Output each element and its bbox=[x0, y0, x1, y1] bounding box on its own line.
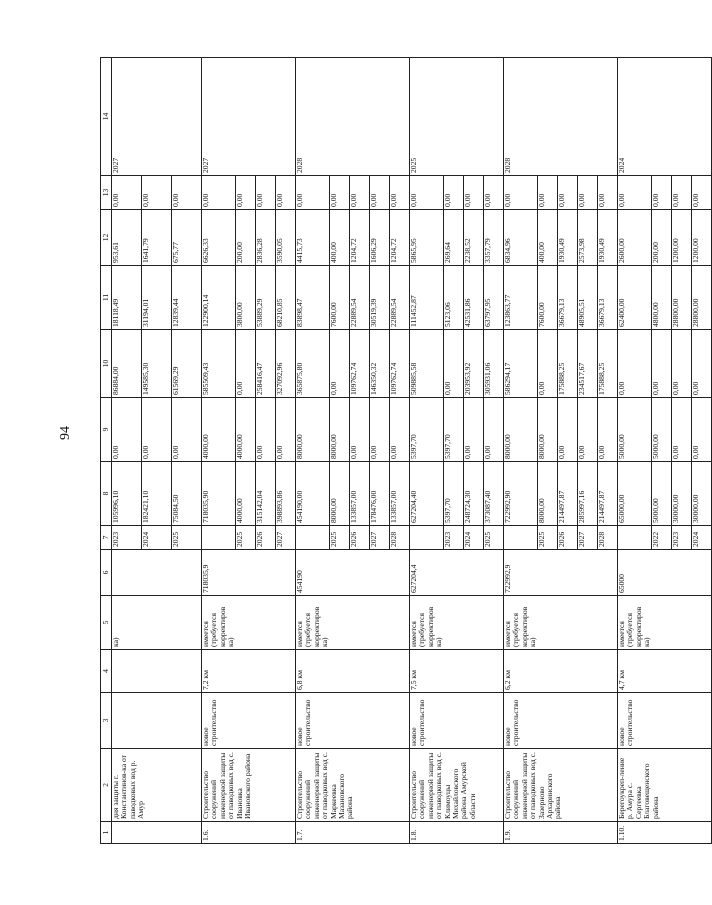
cell-year bbox=[410, 526, 444, 550]
cell-value: 1200,00 bbox=[692, 210, 712, 266]
cell-cost: 722992,9 bbox=[504, 550, 618, 596]
cell-value: 2836,28 bbox=[256, 210, 276, 266]
cell-final-year: 2028 bbox=[504, 58, 618, 176]
cell-docs: ка) bbox=[112, 596, 202, 650]
cell-value: 28800,00 bbox=[672, 266, 692, 330]
cell-value: 0,00 bbox=[276, 398, 296, 462]
cell-value: 0,00 bbox=[390, 398, 410, 462]
cell-value: 0,00 bbox=[464, 398, 484, 462]
cell-value: 4415,73 bbox=[296, 210, 330, 266]
cell-value: 61569,29 bbox=[172, 330, 202, 398]
cell-year: 2027 bbox=[370, 526, 390, 550]
cell-value: 0,00 bbox=[598, 398, 618, 462]
header-row bbox=[101, 58, 112, 844]
cell-value: 269,64 bbox=[444, 210, 464, 266]
cell-final-year: 2027 bbox=[112, 58, 202, 176]
cell-docs: имеется (требуется корректиров ка) bbox=[504, 596, 618, 650]
cell-value: 146350,32 bbox=[370, 330, 390, 398]
cell-value: 0,00 bbox=[112, 176, 142, 210]
cell-value: 0,00 bbox=[172, 176, 202, 210]
cell-name: Строительство сооружений инженерной защиты от паводковых вод с. Зазерново Архаринского района bbox=[504, 749, 618, 822]
header-cell: 14 bbox=[101, 58, 112, 176]
cell-value: 178476,00 bbox=[370, 462, 390, 526]
cell-value: 175888,25 bbox=[558, 330, 578, 398]
cell-value: 0,00 bbox=[538, 330, 558, 398]
table-row bbox=[296, 58, 330, 844]
cell-value: 0,00 bbox=[464, 176, 484, 210]
cell-value: 133857,00 bbox=[390, 462, 410, 526]
cell-num: 1.9. bbox=[504, 822, 618, 844]
cell-num: 1.7. bbox=[296, 822, 410, 844]
cell-value: 0,00 bbox=[256, 398, 276, 462]
header-cell: 11 bbox=[101, 266, 112, 330]
cell-value: 22889,54 bbox=[350, 266, 370, 330]
cell-value: 123863,77 bbox=[504, 266, 538, 330]
cell-value: 5000,00 bbox=[618, 398, 652, 462]
cell-value: 5000,00 bbox=[652, 462, 672, 526]
cell-value: 200,00 bbox=[236, 210, 256, 266]
header-cell: 10 bbox=[101, 330, 112, 398]
header-cell: 5 bbox=[101, 596, 112, 650]
cell-value: 585509,43 bbox=[202, 330, 236, 398]
cell-value: 0,00 bbox=[504, 176, 538, 210]
cell-value: 36679,13 bbox=[558, 266, 578, 330]
cell-value: 109762,74 bbox=[390, 330, 410, 398]
cell-final-year: 2025 bbox=[410, 58, 504, 176]
cell-value: 111452,87 bbox=[410, 266, 444, 330]
cell-year: 2025 bbox=[538, 526, 558, 550]
page-number: 94 bbox=[58, 426, 73, 440]
cell-cost: 718035,9 bbox=[202, 550, 296, 596]
cell-value: 0,00 bbox=[692, 330, 712, 398]
cell-value: 248724,30 bbox=[464, 462, 484, 526]
cell-value: 7600,00 bbox=[330, 266, 350, 330]
cell-value: 5397,70 bbox=[410, 398, 444, 462]
cell-value: 675,77 bbox=[172, 210, 202, 266]
cell-year: 2026 bbox=[350, 526, 370, 550]
cell-value: 0,00 bbox=[296, 176, 330, 210]
cell-value: 0,00 bbox=[672, 176, 692, 210]
cell-length: 7,2 км bbox=[202, 650, 296, 693]
cell-value: 3800,00 bbox=[236, 266, 256, 330]
cell-value: 305931,06 bbox=[484, 330, 504, 398]
cell-value: 1930,49 bbox=[558, 210, 578, 266]
cell-value: 400,00 bbox=[538, 210, 558, 266]
cell-num bbox=[112, 822, 202, 844]
cell-type: новое строительство bbox=[504, 693, 618, 749]
header-cell: 13 bbox=[101, 176, 112, 210]
cell-year bbox=[296, 526, 330, 550]
cell-value: 6834,96 bbox=[504, 210, 538, 266]
cell-value: 0,00 bbox=[444, 330, 464, 398]
cell-value: 65000,00 bbox=[618, 462, 652, 526]
cell-final-year: 2027 bbox=[202, 58, 296, 176]
cell-value: 4000,00 bbox=[202, 398, 236, 462]
cell-value: 1641,79 bbox=[142, 210, 172, 266]
table-row bbox=[618, 58, 652, 844]
table-row bbox=[112, 58, 142, 844]
cell-year: 2025 bbox=[172, 526, 202, 550]
cell-num: 1.6. bbox=[202, 822, 296, 844]
cell-value: 0,00 bbox=[370, 398, 390, 462]
header-cell: 6 bbox=[101, 550, 112, 596]
cell-value: 7600,00 bbox=[538, 266, 558, 330]
cell-final-year: 2028 bbox=[296, 58, 410, 176]
cell-value: 36679,13 bbox=[598, 266, 618, 330]
cell-value: 203953,92 bbox=[464, 330, 484, 398]
cell-value: 28800,00 bbox=[692, 266, 712, 330]
cell-year: 2022 bbox=[652, 526, 672, 550]
cell-year: 2027 bbox=[578, 526, 598, 550]
cell-value: 0,00 bbox=[236, 330, 256, 398]
header-cell: 8 bbox=[101, 462, 112, 526]
cell-value: 0,00 bbox=[558, 176, 578, 210]
cell-length: 6,2 км bbox=[504, 650, 618, 693]
cell-value: 8000,00 bbox=[296, 398, 330, 462]
cell-year: 2027 bbox=[276, 526, 296, 550]
cell-value: 586294,17 bbox=[504, 330, 538, 398]
cell-year: 2026 bbox=[558, 526, 578, 550]
cell-length: 6,8 км bbox=[296, 650, 410, 693]
cell-year: 2028 bbox=[598, 526, 618, 550]
header-cell: 7 bbox=[101, 526, 112, 550]
cell-value: 0,00 bbox=[444, 176, 464, 210]
cell-type: новое строительство bbox=[202, 693, 296, 749]
header-cell: 12 bbox=[101, 210, 112, 266]
cell-docs: имеется (требуется корректиров ка) bbox=[202, 596, 296, 650]
cell-value: 0,00 bbox=[538, 176, 558, 210]
cell-type: новое строительство bbox=[296, 693, 410, 749]
cell-length bbox=[112, 650, 202, 693]
cell-cost: 65000 bbox=[618, 550, 712, 596]
cell-year: 2025 bbox=[330, 526, 350, 550]
cell-docs: имеется (требуется корректиров ка) bbox=[296, 596, 410, 650]
cell-value: 6626,33 bbox=[202, 210, 236, 266]
cell-year: 2024 bbox=[692, 526, 712, 550]
header-cell: 3 bbox=[101, 693, 112, 749]
cell-value: 454190,00 bbox=[296, 462, 330, 526]
cell-value: 5000,00 bbox=[652, 398, 672, 462]
cell-value: 0,00 bbox=[276, 176, 296, 210]
cell-value: 214497,87 bbox=[558, 462, 578, 526]
cell-value: 0,00 bbox=[692, 176, 712, 210]
cell-value: 5397,70 bbox=[444, 398, 464, 462]
cell-name: Строительство сооружений инженерной защиты от паводковых вод с. Маркеевка Мазановского района bbox=[296, 749, 410, 822]
cell-final-year: 2024 bbox=[618, 58, 712, 176]
cell-year: 2028 bbox=[390, 526, 410, 550]
cell-value: 214497,87 bbox=[598, 462, 618, 526]
cell-cost bbox=[112, 550, 202, 596]
investment-table bbox=[100, 57, 712, 844]
table-row bbox=[504, 58, 538, 844]
cell-num: 1.10. bbox=[618, 822, 712, 844]
header-cell: 1 bbox=[101, 822, 112, 844]
cell-name: Строительство сооружений инженерной защиты от паводковых вод с. Ивановка Ивановского района bbox=[202, 749, 296, 822]
cell-value: 5123,06 bbox=[444, 266, 464, 330]
cell-docs: имеется (требуется корректиров ка) bbox=[410, 596, 504, 650]
cell-value: 30000,00 bbox=[672, 462, 692, 526]
cell-value: 0,00 bbox=[202, 176, 236, 210]
header-cell: 4 bbox=[101, 650, 112, 693]
cell-value: 22889,54 bbox=[390, 266, 410, 330]
cell-value: 0,00 bbox=[350, 176, 370, 210]
cell-value: 0,00 bbox=[652, 176, 672, 210]
cell-value: 285997,16 bbox=[578, 462, 598, 526]
cell-value: 8000,00 bbox=[504, 398, 538, 462]
cell-value: 182421,10 bbox=[142, 462, 172, 526]
cell-value: 0,00 bbox=[618, 176, 652, 210]
cell-value: 75084,50 bbox=[172, 462, 202, 526]
cell-value: 953,61 bbox=[112, 210, 142, 266]
cell-value: 149585,30 bbox=[142, 330, 172, 398]
cell-value: 0,00 bbox=[172, 398, 202, 462]
cell-year: 2023 bbox=[112, 526, 142, 550]
cell-value: 12839,44 bbox=[172, 266, 202, 330]
cell-value: 105996,10 bbox=[112, 462, 142, 526]
table-row bbox=[202, 58, 236, 844]
cell-value: 400,00 bbox=[330, 210, 350, 266]
cell-value: 0,00 bbox=[652, 330, 672, 398]
header-cell: 9 bbox=[101, 398, 112, 462]
cell-year bbox=[618, 526, 652, 550]
table-body bbox=[101, 58, 712, 844]
rotated-table-container bbox=[100, 58, 700, 844]
cell-value: 1930,49 bbox=[598, 210, 618, 266]
cell-length: 7,5 км bbox=[410, 650, 504, 693]
cell-length: 4,7 км bbox=[618, 650, 712, 693]
cell-type: новое строительство bbox=[618, 693, 712, 749]
cell-value: 4000,00 bbox=[236, 398, 256, 462]
cell-value: 5865,95 bbox=[410, 210, 444, 266]
table-row bbox=[410, 58, 444, 844]
cell-type: новое строительство bbox=[410, 693, 504, 749]
cell-value: 0,00 bbox=[578, 398, 598, 462]
cell-value: 0,00 bbox=[618, 330, 652, 398]
cell-value: 5397,70 bbox=[444, 462, 464, 526]
cell-value: 8000,00 bbox=[538, 462, 558, 526]
cell-value: 109762,74 bbox=[350, 330, 370, 398]
cell-value: 30000,00 bbox=[692, 462, 712, 526]
cell-value: 62400,00 bbox=[618, 266, 652, 330]
cell-year: 2024 bbox=[464, 526, 484, 550]
cell-cost: 627204,4 bbox=[410, 550, 504, 596]
cell-year: 2025 bbox=[236, 526, 256, 550]
cell-name: дня защиты г. Константинов-ка от паводковых вод р. Амур bbox=[112, 749, 202, 822]
cell-value: 398893,86 bbox=[276, 462, 296, 526]
cell-name: Строительство сооружений инженерной защиты от паводковых вод с. Климоуцы Михайловского района Амурской области bbox=[410, 749, 504, 822]
cell-value: 200,00 bbox=[652, 210, 672, 266]
cell-value: 18118,49 bbox=[112, 266, 142, 330]
cell-value: 53889,29 bbox=[256, 266, 276, 330]
cell-value: 0,00 bbox=[692, 398, 712, 462]
cell-value: 0,00 bbox=[350, 398, 370, 462]
cell-year: 2024 bbox=[142, 526, 172, 550]
cell-value: 133857,00 bbox=[350, 462, 370, 526]
cell-value: 2600,00 bbox=[618, 210, 652, 266]
cell-year: 2023 bbox=[444, 526, 464, 550]
cell-value: 2238,52 bbox=[464, 210, 484, 266]
cell-value: 4800,00 bbox=[652, 266, 672, 330]
cell-value: 3357,79 bbox=[484, 210, 504, 266]
cell-value: 0,00 bbox=[484, 398, 504, 462]
cell-value: 0,00 bbox=[330, 330, 350, 398]
cell-value: 8000,00 bbox=[538, 398, 558, 462]
cell-value: 0,00 bbox=[370, 176, 390, 210]
cell-value: 3590,05 bbox=[276, 210, 296, 266]
cell-value: 2573,98 bbox=[578, 210, 598, 266]
cell-value: 83898,47 bbox=[296, 266, 330, 330]
cell-value: 0,00 bbox=[142, 176, 172, 210]
cell-value: 0,00 bbox=[484, 176, 504, 210]
cell-value: 8000,00 bbox=[330, 398, 350, 462]
cell-value: 42531,86 bbox=[464, 266, 484, 330]
cell-year bbox=[202, 526, 236, 550]
cell-value: 48905,51 bbox=[578, 266, 598, 330]
cell-value: 0,00 bbox=[142, 398, 172, 462]
cell-value: 1204,72 bbox=[350, 210, 370, 266]
cell-value: 63797,95 bbox=[484, 266, 504, 330]
cell-value: 234517,67 bbox=[578, 330, 598, 398]
cell-value: 0,00 bbox=[578, 176, 598, 210]
cell-value: 258416,47 bbox=[256, 330, 276, 398]
cell-value: 4000,00 bbox=[236, 462, 256, 526]
cell-value: 122900,14 bbox=[202, 266, 236, 330]
cell-value: 8000,00 bbox=[330, 462, 350, 526]
cell-value: 0,00 bbox=[256, 176, 276, 210]
cell-value: 0,00 bbox=[672, 398, 692, 462]
cell-name: Берегоукреп-ление р. Амура с. Сергеевка Благовещенского района bbox=[618, 749, 712, 822]
cell-value: 722992,90 bbox=[504, 462, 538, 526]
cell-value: 718035,90 bbox=[202, 462, 236, 526]
cell-year: 2023 bbox=[672, 526, 692, 550]
cell-value: 1200,00 bbox=[672, 210, 692, 266]
cell-value: 0,00 bbox=[672, 330, 692, 398]
cell-value: 31194,01 bbox=[142, 266, 172, 330]
cell-value: 0,00 bbox=[330, 176, 350, 210]
cell-value: 68210,85 bbox=[276, 266, 296, 330]
cell-year bbox=[504, 526, 538, 550]
cell-value: 0,00 bbox=[558, 398, 578, 462]
cell-value: 0,00 bbox=[410, 176, 444, 210]
cell-cost: 454190 bbox=[296, 550, 410, 596]
cell-value: 0,00 bbox=[112, 398, 142, 462]
cell-value: 1606,29 bbox=[370, 210, 390, 266]
cell-value: 0,00 bbox=[390, 176, 410, 210]
cell-value: 30519,39 bbox=[370, 266, 390, 330]
cell-value: 365875,80 bbox=[296, 330, 330, 398]
cell-value: 0,00 bbox=[236, 176, 256, 210]
cell-value: 86884,00 bbox=[112, 330, 142, 398]
cell-year: 2025 bbox=[484, 526, 504, 550]
cell-value: 627204,40 bbox=[410, 462, 444, 526]
cell-docs: имеется (требуется корректиров ка) bbox=[618, 596, 712, 650]
cell-value: 0,00 bbox=[598, 176, 618, 210]
cell-year: 2026 bbox=[256, 526, 276, 550]
cell-value: 315142,04 bbox=[256, 462, 276, 526]
header-cell: 2 bbox=[101, 749, 112, 822]
cell-num: 1.8. bbox=[410, 822, 504, 844]
cell-value: 373087,40 bbox=[484, 462, 504, 526]
cell-type bbox=[112, 693, 202, 749]
cell-value: 327092,96 bbox=[276, 330, 296, 398]
cell-value: 175888,25 bbox=[598, 330, 618, 398]
cell-value: 509885,58 bbox=[410, 330, 444, 398]
cell-value: 1204,72 bbox=[390, 210, 410, 266]
